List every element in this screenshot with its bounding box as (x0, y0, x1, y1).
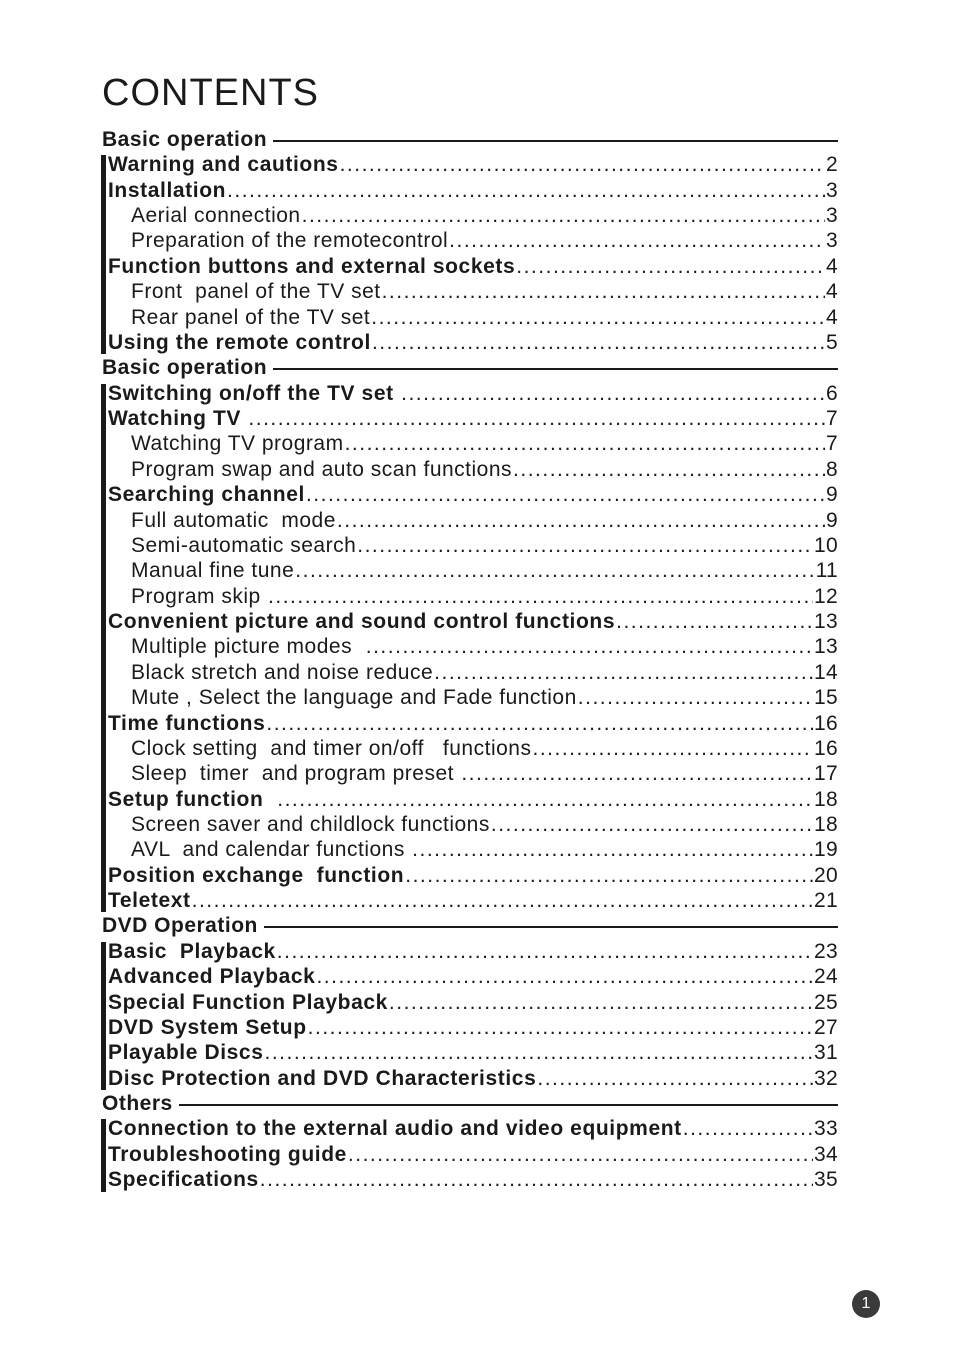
toc-entry[interactable] (108, 965, 838, 989)
toc-entry[interactable] (131, 509, 838, 533)
toc-dot-leader (389, 991, 813, 1015)
toc-entry-title: Basic Playback (108, 939, 276, 963)
section-bracket-bar (101, 384, 106, 913)
toc-entry[interactable] (108, 940, 838, 964)
toc-entry-title: Troubleshooting guide (108, 1142, 347, 1166)
toc-entry-page: 14 (814, 660, 838, 684)
toc-entry-title: Preparation of the remotecontrol (131, 229, 449, 253)
toc-entry-page: 3 (826, 204, 838, 228)
toc-entry-page: 3 (826, 229, 838, 253)
toc-entry-page: 9 (826, 483, 838, 507)
toc-dot-leader (306, 483, 825, 507)
toc-entry-title: Function buttons and external sockets (108, 254, 516, 278)
toc-entry-page: 33 (814, 1117, 838, 1141)
toc-entry-title: Playable Discs (108, 1041, 264, 1065)
toc-entry-title: Using the remote control (108, 330, 371, 354)
toc-entry-title: Program skip (131, 584, 268, 608)
toc-dot-leader (372, 331, 825, 355)
toc-entry-title: Mute , Select the language and Fade function (131, 686, 577, 710)
toc-entry-title: AVL and calendar functions (131, 838, 412, 862)
toc-entry[interactable] (131, 204, 838, 228)
page-number-badge: 1 (852, 1290, 880, 1318)
section-header (102, 356, 838, 380)
toc-entry[interactable] (108, 991, 838, 1015)
toc-entry-title: Time functions (108, 711, 266, 735)
toc-entry-page: 18 (814, 787, 838, 811)
toc-dot-leader (268, 585, 813, 609)
toc-entry[interactable] (108, 331, 838, 355)
toc-entry-page: 23 (814, 939, 838, 963)
toc-dot-leader (382, 280, 825, 304)
toc-dot-leader (345, 432, 825, 456)
toc-dot-leader (248, 407, 825, 431)
toc-dot-leader (578, 686, 813, 710)
toc-entry[interactable] (108, 407, 838, 431)
toc-entry-title: Advanced Playback (108, 965, 316, 989)
toc-entry-page: 13 (814, 610, 838, 634)
toc-entry-title: Multiple picture modes (131, 635, 365, 659)
toc-entry-title: Watching TV (108, 407, 248, 431)
toc-entry[interactable] (108, 864, 838, 888)
toc-entry[interactable] (131, 229, 838, 253)
toc-entry-title: Watching TV program (131, 432, 344, 456)
toc-entry-title: Aerial connection (131, 204, 301, 228)
toc-dot-leader (401, 382, 825, 406)
toc-entry[interactable] (131, 635, 838, 659)
toc-entry-page: 4 (826, 305, 838, 329)
toc-dot-leader (461, 762, 813, 786)
toc-dot-leader (277, 940, 813, 964)
toc-entry-page: 27 (814, 1015, 838, 1039)
toc-entry[interactable] (108, 1143, 838, 1167)
toc-entry-page: 3 (826, 178, 838, 202)
toc-entry-page: 10 (814, 533, 838, 557)
toc-entry-page: 8 (826, 457, 838, 481)
section-bracket-bar (101, 942, 106, 1090)
toc-entry-page: 7 (826, 407, 838, 431)
toc-entry[interactable] (131, 458, 838, 482)
toc-entry-page: 34 (814, 1142, 838, 1166)
section-header-rule (179, 1104, 838, 1106)
toc-dot-leader (265, 1041, 814, 1065)
toc-entry[interactable] (108, 712, 838, 736)
toc-entry-page: 2 (826, 153, 838, 177)
toc-entry[interactable] (131, 534, 838, 558)
toc-entry-page: 16 (814, 711, 838, 735)
toc-entry-title: Sleep timer and program preset (131, 762, 461, 786)
toc-entry-title: Teletext (108, 889, 191, 913)
toc-dot-leader (434, 661, 813, 685)
section-header (102, 1092, 838, 1116)
toc-entry-page: 7 (826, 432, 838, 456)
toc-entry-page: 4 (826, 254, 838, 278)
toc-entry-page: 17 (814, 762, 838, 786)
toc-entry[interactable] (131, 838, 838, 862)
toc-dot-leader (277, 788, 813, 812)
section-header-label: Basic operation (102, 128, 268, 151)
toc-entry[interactable] (131, 559, 838, 583)
toc-entry[interactable] (108, 483, 838, 507)
toc-entry-page: 6 (826, 381, 838, 405)
toc-entry[interactable] (131, 813, 838, 837)
toc-dot-leader (295, 559, 814, 583)
toc-entry-page: 11 (815, 559, 838, 583)
section-header (102, 128, 838, 152)
toc-entry[interactable] (108, 610, 838, 634)
toc-entry-title: Installation (108, 178, 227, 202)
section-bracket-bar (101, 155, 106, 354)
toc-dot-leader (308, 1016, 813, 1040)
toc-entry[interactable] (108, 1168, 838, 1192)
page-title: CONTENTS (102, 72, 319, 114)
toc-dot-leader (302, 204, 825, 228)
toc-entry-page: 19 (814, 838, 838, 862)
toc-entry[interactable] (131, 432, 838, 456)
toc-entry[interactable] (131, 661, 838, 685)
toc-entry-page: 20 (814, 863, 838, 887)
toc-entry-page: 31 (814, 1041, 838, 1065)
toc-entry[interactable] (131, 762, 838, 786)
toc-entry-title: Clock setting and timer on/off functions (131, 736, 532, 760)
toc-entry-title: Special Function Playback (108, 990, 388, 1014)
toc-entry-title: Convenient picture and sound control functions (108, 610, 616, 634)
toc-entry[interactable] (108, 1016, 838, 1040)
toc-entry-page: 21 (814, 889, 838, 913)
toc-entry-title: Switching on/off the TV set (108, 381, 401, 405)
toc-entry[interactable] (108, 889, 838, 913)
section-header (102, 914, 838, 938)
toc-entry[interactable] (131, 686, 838, 710)
section-header-label: Basic operation (102, 356, 268, 380)
toc-entry-page: 9 (826, 508, 838, 532)
toc-entry[interactable] (108, 179, 838, 203)
toc-entry-page: 25 (814, 990, 838, 1014)
toc-dot-leader (316, 965, 813, 989)
toc-dot-leader (260, 1168, 813, 1192)
toc-entry-page: 12 (814, 584, 838, 608)
toc-dot-leader (337, 509, 825, 533)
toc-entry-page: 18 (814, 812, 838, 836)
toc-dot-leader (192, 889, 813, 913)
toc-entry-title: Warning and cautions (108, 153, 339, 177)
toc-dot-leader (366, 635, 813, 659)
toc-entry-title: Screen saver and childlock functions (131, 812, 490, 836)
toc-dot-leader (683, 1117, 813, 1141)
toc-entry-title: Position exchange function (108, 863, 405, 887)
toc-entry-page: 15 (814, 686, 838, 710)
toc-entry-title: Front panel of the TV set (131, 280, 381, 304)
toc-entry-page: 24 (814, 965, 838, 989)
toc-entry-title: Disc Protection and DVD Characteristics (108, 1066, 537, 1090)
toc-entry[interactable] (131, 280, 838, 304)
toc-entry-title: Rear panel of the TV set (131, 305, 371, 329)
toc-entry-title: Searching channel (108, 483, 305, 507)
toc-dot-leader (348, 1143, 813, 1167)
toc-entry-page: 13 (814, 635, 838, 659)
toc-entry[interactable] (108, 788, 838, 812)
toc-entry[interactable] (108, 382, 838, 406)
toc-entry-title: Semi-automatic search (131, 533, 357, 557)
toc-entry-page: 35 (814, 1168, 838, 1192)
toc-entry-title: Program swap and auto scan functions (131, 457, 513, 481)
section-header-rule (273, 140, 838, 142)
toc-dot-leader (537, 1067, 813, 1091)
toc-dot-leader (491, 813, 813, 837)
toc-entry-title: Connection to the external audio and video equipment (108, 1117, 682, 1141)
toc-dot-leader (371, 306, 825, 330)
toc-dot-leader (405, 864, 813, 888)
section-bracket-bar (101, 1119, 106, 1191)
toc-entry-page: 5 (826, 330, 838, 354)
toc-entry-title: Manual fine tune (131, 559, 295, 583)
toc-entry[interactable] (108, 153, 838, 177)
toc-entry-page: 16 (814, 736, 838, 760)
toc-entry[interactable] (108, 1117, 838, 1141)
toc-entry[interactable] (131, 306, 838, 330)
toc-dot-leader (266, 712, 813, 736)
toc-entry-title: Setup function (108, 787, 277, 811)
toc-entry[interactable] (108, 1041, 838, 1065)
toc-entry-page: 32 (814, 1066, 838, 1090)
section-header-rule (264, 926, 838, 928)
section-header-label: Others (102, 1092, 173, 1116)
toc-entry[interactable] (131, 585, 838, 609)
toc-dot-leader (449, 229, 825, 253)
toc-entry-page: 4 (826, 280, 838, 304)
toc-entry[interactable] (108, 255, 838, 279)
section-header-label: DVD Operation (102, 914, 258, 938)
toc-entry[interactable] (131, 737, 838, 761)
toc-dot-leader (516, 255, 825, 279)
toc-dot-leader (227, 179, 825, 203)
toc-dot-leader (532, 737, 813, 761)
toc-entry-title: DVD System Setup (108, 1015, 307, 1039)
toc-entry-title: Black stretch and noise reduce (131, 660, 434, 684)
toc-entry-title: Full automatic mode (131, 508, 336, 532)
toc-dot-leader (357, 534, 813, 558)
toc-dot-leader (340, 153, 825, 177)
toc-dot-leader (616, 610, 813, 634)
section-header-rule (273, 368, 838, 370)
toc-entry-title: Specifications (108, 1168, 259, 1192)
toc-dot-leader (513, 458, 825, 482)
toc-dot-leader (412, 838, 813, 862)
toc-entry[interactable] (108, 1067, 838, 1091)
